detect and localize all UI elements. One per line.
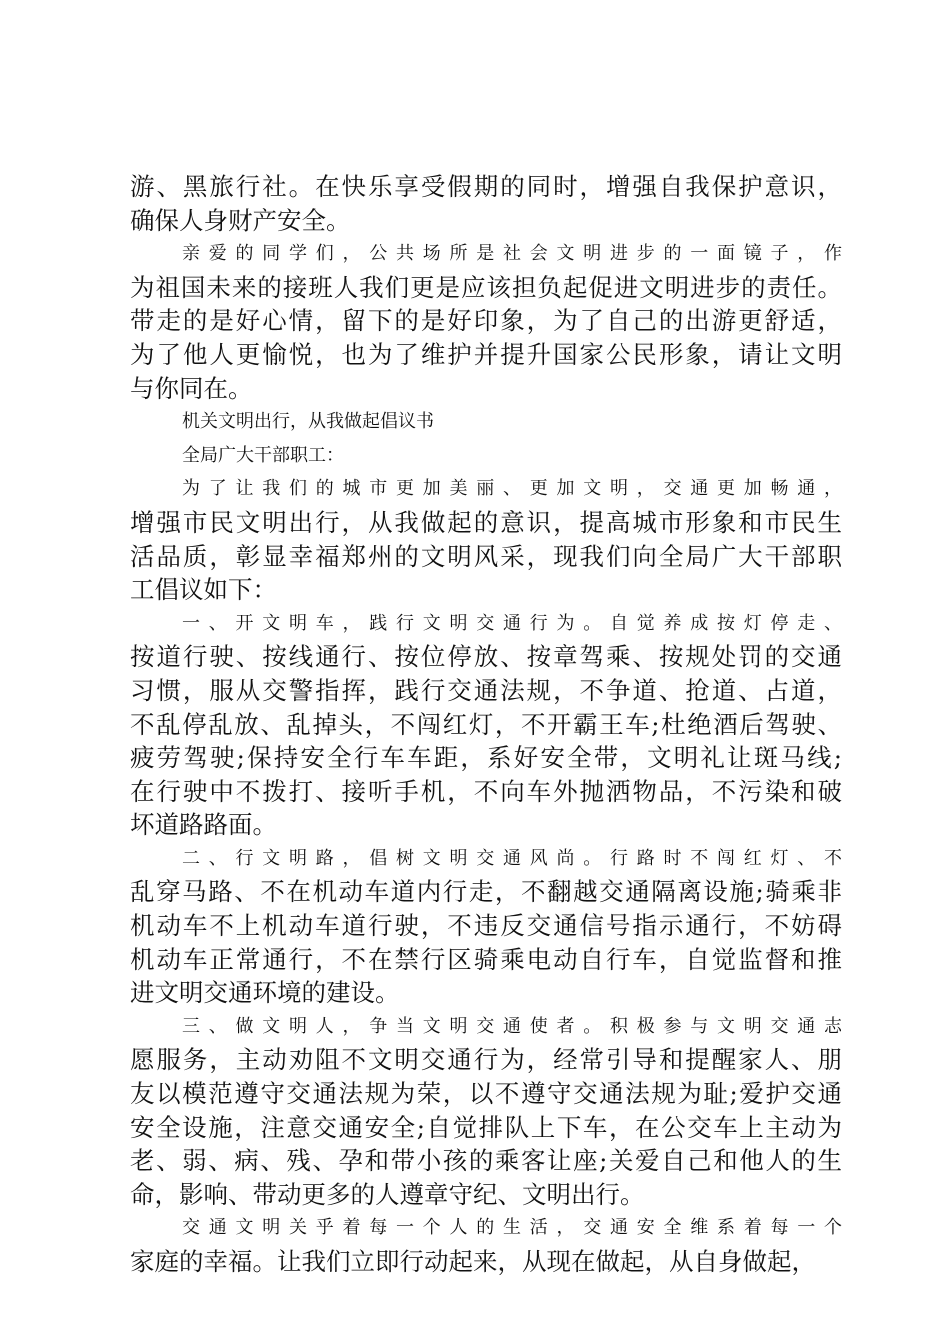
text-line: 带走的是好心情，留下的是好印象，为了自己的出游更舒适， [130, 306, 842, 336]
text-line: 确保人身财产安全。 [130, 205, 351, 235]
text-line: 机动车正常通行，不在禁行区骑乘电动自行车，自觉监督和推 [130, 944, 842, 974]
text-line: 习惯，服从交警指挥，践行交通法规，不争道、抢道、占道， [130, 675, 842, 705]
paragraph [130, 405, 842, 439]
text-line: 游、黑旅行社。在快乐享受假期的同时，增强自我保护意识， [130, 172, 842, 201]
text-line: 一、开文明车，践行文明交通行为。自觉养成按灯停走、 [182, 612, 842, 634]
text-line: 二、行文明路，倡树文明交通风尚。行路时不闯红灯、不 [182, 847, 842, 869]
document-page [130, 170, 842, 1279]
text-line: 安全设施，注意交通安全;自觉排队上下车，在公交车上主动为 [130, 1112, 842, 1142]
text-line: 在行驶中不拨打、接听手机，不向车外抛洒物品，不污染和破 [130, 776, 842, 806]
text-line: 工倡议如下： [130, 575, 277, 605]
text-line: 为了让我们的城市更加美丽、更加文明，交通更加畅通， [182, 478, 842, 500]
text-line: 进文明交通环境的建设。 [130, 978, 400, 1008]
paragraph [130, 1010, 842, 1212]
paragraph [130, 472, 842, 606]
text-line: 机关文明出行，从我做起倡议书 [182, 411, 434, 433]
text-line: 活品质，彰显幸福郑州的文明风采，现我们向全局广大干部职 [130, 541, 842, 571]
paragraph [130, 439, 842, 473]
text-line: 家庭的幸福。让我们立即行动起来，从现在做起，从自身做起， [130, 1247, 816, 1276]
text-line: 三、做文明人，争当文明交通使者。积极参与文明交通志 [182, 1015, 842, 1037]
text-line: 按道行驶、按线通行、按位停放、按章驾乘、按规处罚的交通 [130, 642, 842, 672]
paragraph [130, 237, 842, 405]
text-line: 为了他人更愉悦，也为了维护并提升国家公民形象，请让文明 [130, 339, 842, 369]
text-line: 愿服务，主动劝阻不文明交通行为，经常引导和提醒家人、朋 [130, 1045, 842, 1075]
paragraph [130, 1211, 842, 1278]
text-line: 老、弱、病、残、孕和带小孩的乘客让座;关爱自己和他人的生 [130, 1146, 842, 1176]
text-line: 不乱停乱放、乱掉头，不闯红灯，不开霸王车;杜绝酒后驾驶、 [130, 709, 842, 739]
text-line: 乱穿马路、不在机动车道内行走，不翻越交通隔离设施;骑乘非 [130, 877, 842, 907]
paragraph [130, 607, 842, 842]
text-line: 亲爱的同学们，公共场所是社会文明进步的一面镜子，作 [182, 243, 842, 265]
text-line: 疲劳驾驶;保持安全行车车距，系好安全带，文明礼让斑马线; [130, 743, 842, 773]
text-line: 为祖国未来的接班人我们更是应该担负起促进文明进步的责任。 [130, 272, 842, 302]
text-line: 与你同在。 [130, 373, 253, 403]
text-line: 友以模范遵守交通法规为荣，以不遵守交通法规为耻;爱护交通 [130, 1079, 842, 1109]
text-line: 交通文明关乎着每一个人的生活，交通安全维系着每一个 [182, 1217, 842, 1239]
paragraph [130, 842, 842, 1010]
text-line: 全局广大干部职工： [182, 444, 344, 466]
text-line: 坏道路路面。 [130, 810, 277, 840]
text-line: 增强市民文明出行，从我做起的意识，提高城市形象和市民生 [130, 507, 842, 537]
text-line: 命，影响、带动更多的人遵章守纪、文明出行。 [130, 1179, 645, 1209]
text-line: 机动车不上机动车道行驶，不违反交通信号指示通行，不妨碍 [130, 911, 842, 941]
paragraph [130, 170, 842, 237]
